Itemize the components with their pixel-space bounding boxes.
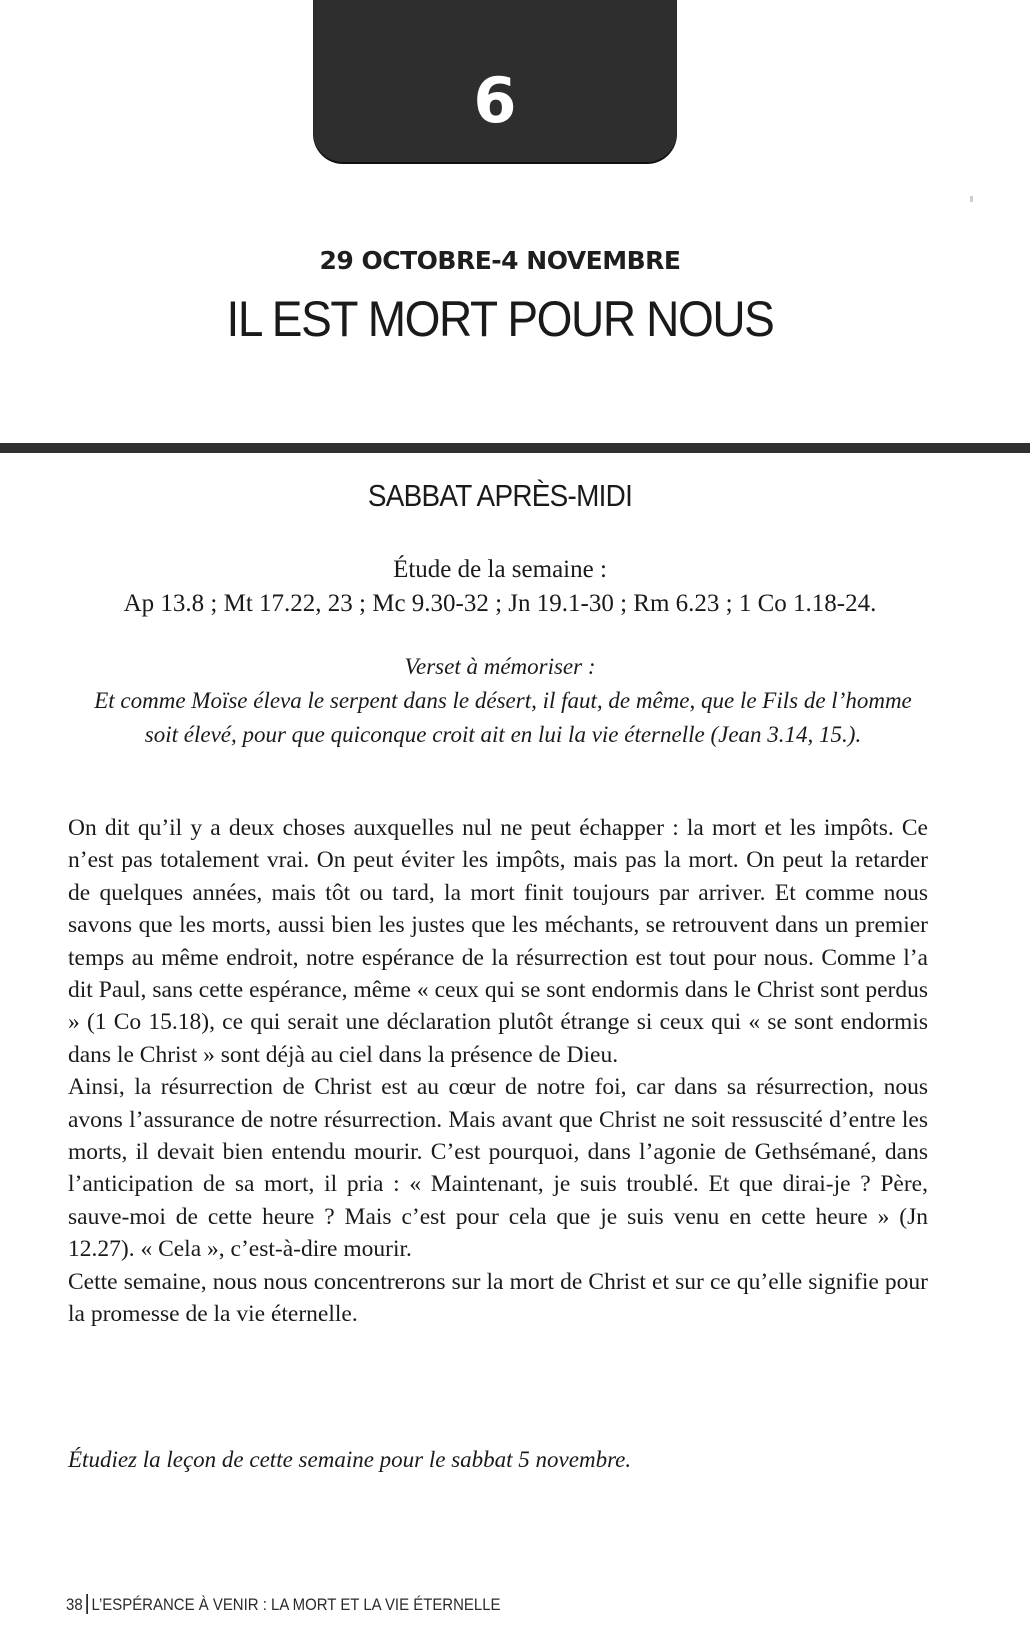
body-paragraph: On dit qu’il y a deux choses auxquelles nul ne peut échapper : la mort et les impôts. Ce n’est pas totalement vrai. On peut éviter les impôts, mais pas la mort. On peut la retarder de quelques années, mais tôt ou tard, la mort finit toujours par arriver. Et comme nous savons que les morts, aussi bien les justes que les méchants, se retrouvent dans un premier temps au même endroit, notre espérance de la résurrection est tout pour nous. Comme l’a dit Paul, sans cette espérance, même « ceux qui se sont endormis dans le Christ sont perdus » (1 Co 15.18), ce qui serait une déclaration plutôt étrange si ceux qui « se sont endormis dans le Christ » sont déjà au ciel dans la présence de Dieu. [68, 815, 928, 1068]
study-label: Étude de la semaine : [393, 556, 607, 583]
date-range: 29 OCTOBRE-4 NOVEMBRE [319, 246, 681, 275]
page-number: 38 [66, 1595, 83, 1614]
memory-verse: Et comme Moïse éleva le serpent dans le désert, il faut, de même, que le Fils de l’homme soit élevé, pour que quiconque croit ait en lui la vie éternelle (Jean 3.14, 15.). [94, 688, 912, 747]
closing-note: Étudiez la leçon de cette semaine pour le sabbat 5 novembre. [68, 1447, 632, 1472]
body-paragraph: Ainsi, la résurrection de Christ est au cœur de notre foi, car dans sa résurrection, nous avons l’assurance de notre résurrection. Mais avant que Christ ne soit ressuscité d’entre les morts, il devait bien entendu mourir. C’est pourquoi, dans l’agonie de Gethsémané, dans l’anticipation de sa mort, il pria : « Maintenant, je suis troublé. Et que dirai-je ? Père, sauve-moi de cette heure ? Mais c’est pour cela que je suis venu en cette heure » (Jn 12.27). « Cela », c’est-à-dire mourir. [68, 1074, 928, 1263]
scan-speck [970, 196, 973, 202]
page-footer [66, 1594, 501, 1615]
section-heading: SABBAT APRÈS-MIDI [367, 478, 633, 513]
lesson-title: IL EST MORT POUR NOUS [226, 291, 774, 347]
footer-separator [86, 1594, 88, 1614]
study-references: Ap 13.8 ; Mt 17.22, 23 ; Mc 9.30-32 ; Jn 19.1-30 ; Rm 6.23 ; 1 Co 1.18-24. [123, 590, 877, 617]
divider-rule [0, 443, 1030, 453]
book-title: L’ESPÉRANCE À VENIR : LA MORT ET LA VIE ÉTERNELLE [91, 1595, 501, 1614]
body-text [68, 812, 928, 1331]
lesson-number-tab [313, 0, 677, 162]
memory-verse-label: Verset à mémoriser : [404, 654, 596, 679]
lesson-number: 6 [473, 64, 517, 137]
body-paragraph: Cette semaine, nous nous concentrerons sur la mort de Christ et sur ce qu’elle signifie pour la promesse de la vie éternelle. [68, 1268, 928, 1328]
